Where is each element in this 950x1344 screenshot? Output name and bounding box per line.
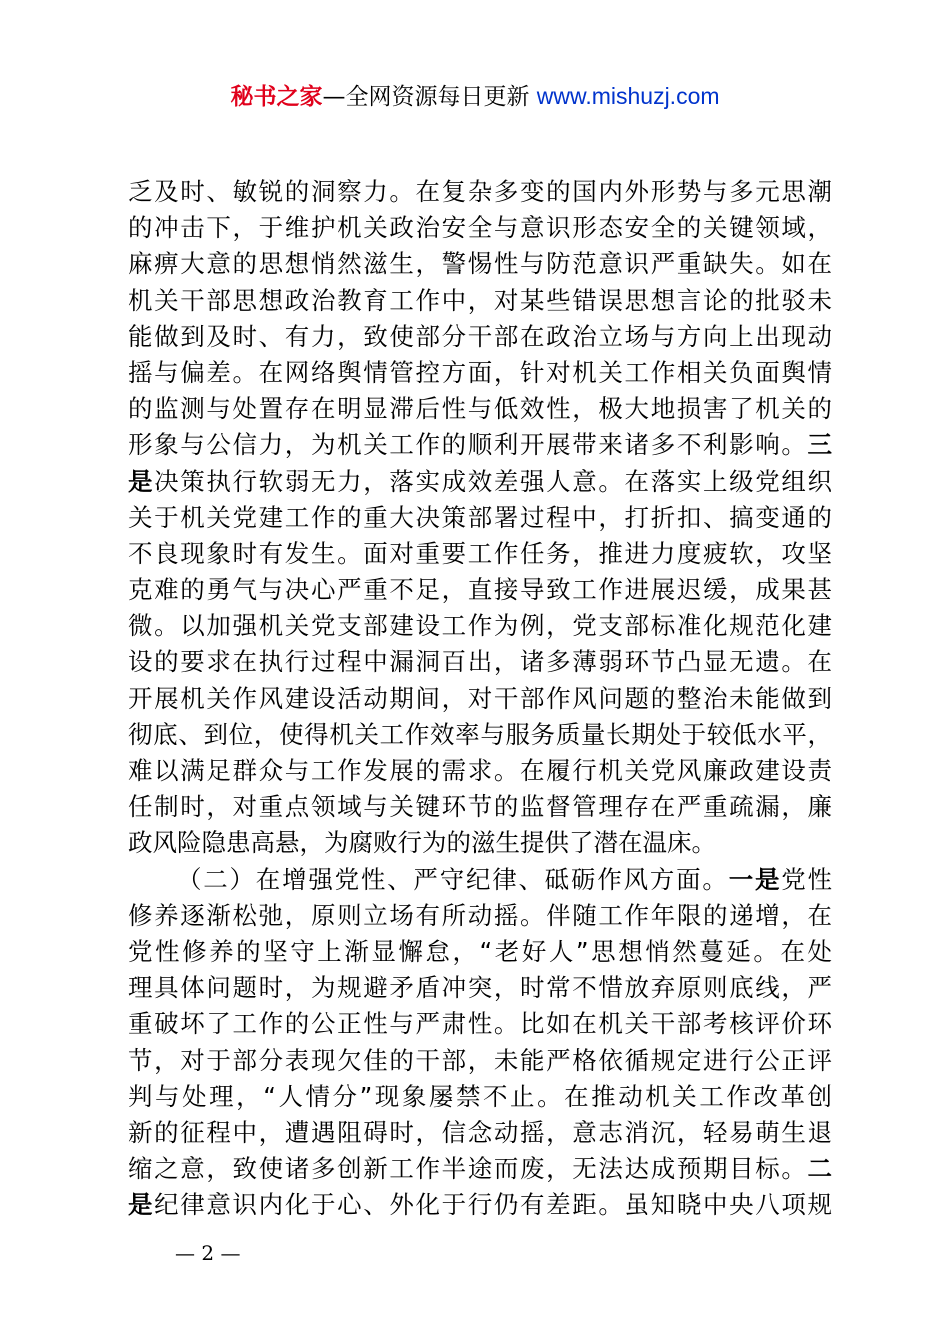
text-line — [128, 536, 832, 572]
text-segment: 机关干部思想政治教育工作中，对某些错误思想言论的批驳未 — [128, 285, 832, 315]
header-brand: 秘书之家 — [230, 84, 323, 110]
text-segment: 关于机关党建工作的重大决策部署过程中，打折扣、搞变通的 — [128, 502, 832, 532]
text-segment: 政风险隐患高悬，为腐败行为的滋生提供了潜在温床。 — [128, 828, 716, 858]
text-line — [128, 427, 832, 463]
header-url[interactable]: www.mishuzj.com — [536, 83, 720, 109]
text-segment: 的冲击下，于维护机关政治安全与意识形态安全的关键领域， — [128, 213, 832, 243]
bold-text-segment: 二 — [807, 1154, 832, 1184]
text-segment: 节，对于部分表现欠佳的干部，未能严格依循规定进行公正评 — [128, 1045, 832, 1075]
text-line — [128, 174, 832, 210]
text-line — [128, 934, 832, 970]
document-body — [128, 174, 832, 1223]
text-line — [128, 1006, 832, 1042]
text-segment: 开展机关作风建设活动期间，对干部作风问题的整治未能做到 — [128, 683, 832, 713]
text-line — [128, 1079, 832, 1115]
text-segment: 党性 — [781, 864, 833, 894]
text-segment: 形象与公信力，为机关工作的顺利开展带来诸多不利影响。 — [128, 430, 808, 460]
text-segment: 微。以加强机关党支部建设工作为例，党支部标准化规范化建 — [128, 611, 832, 641]
text-line — [128, 644, 832, 680]
text-segment: 的监测与处置存在明显滞后性与低效性，极大地损害了机关的 — [128, 394, 832, 424]
bold-text-segment: 是 — [128, 466, 155, 496]
text-segment: 理具体问题时，为规避矛盾冲突，时常不惜放弃原则底线，严 — [128, 973, 832, 1003]
text-line — [128, 970, 832, 1006]
text-segment: 能做到及时、有力，致使部分干部在政治立场与方向上出现动 — [128, 321, 832, 351]
text-segment: 麻痹大意的思想悄然滋生，警惕性与防范意识严重缺失。如在 — [128, 249, 832, 279]
bold-text-segment: 一是 — [728, 864, 782, 894]
text-segment: 纪律意识内化于心、外化于行仍有差距。虽知晓中央八项规 — [154, 1190, 833, 1220]
text-segment: 缩之意，致使诸多创新工作半途而废，无法达成预期目标。 — [128, 1154, 808, 1184]
text-segment: 决策执行软弱无力，落实成效差强人意。在落实上级党组织 — [154, 466, 833, 496]
text-line — [128, 825, 832, 861]
text-line — [128, 789, 832, 825]
text-segment: 任制时，对重点领域与关键环节的监督管理存在严重疏漏，廉 — [128, 792, 832, 822]
text-line — [128, 608, 832, 644]
text-line — [128, 681, 832, 717]
text-line — [128, 283, 832, 319]
text-line — [128, 1187, 832, 1223]
text-segment: （二）在增强党性、严守纪律、砥砺作风方面。 — [177, 864, 729, 894]
text-line — [128, 862, 832, 898]
text-segment: 判与处理，“人情分”现象屡禁不止。在推动机关工作改革创 — [128, 1081, 832, 1111]
text-line — [128, 210, 832, 246]
text-line — [128, 246, 832, 282]
text-segment: 重破坏了工作的公正性与严肃性。比如在机关干部考核评价环 — [128, 1009, 832, 1039]
text-line — [128, 355, 832, 391]
text-segment: 修养逐渐松弛，原则立场有所动摇。伴随工作年限的递增，在 — [128, 900, 832, 930]
text-line — [128, 500, 832, 536]
text-line — [128, 391, 832, 427]
text-line — [128, 464, 832, 500]
text-line — [128, 1115, 832, 1151]
text-line — [128, 572, 832, 608]
text-line — [128, 1151, 832, 1187]
text-segment: 克难的勇气与决心严重不足，直接导致工作进展迟缓，成果甚 — [128, 575, 832, 605]
document-header — [0, 80, 950, 113]
text-segment: 设的要求在执行过程中漏洞百出，诸多薄弱环节凸显无遗。在 — [128, 647, 832, 677]
bold-text-segment: 是 — [128, 1190, 155, 1220]
text-segment: 党性修养的坚守上渐显懈怠，“老好人”思想悄然蔓延。在处 — [128, 936, 832, 966]
text-line — [128, 898, 832, 934]
text-segment: 彻底、到位，使得机关工作效率与服务质量长期处于较低水平， — [128, 719, 832, 749]
text-segment: 摇与偏差。在网络舆情管控方面，针对机关工作相关负面舆情 — [128, 357, 832, 387]
text-line — [128, 753, 832, 789]
page-number: — 2 — — [175, 1241, 241, 1265]
text-segment: 不良现象时有发生。面对重要工作任务，推进力度疲软，攻坚 — [128, 538, 832, 568]
text-line — [128, 1043, 832, 1079]
bold-text-segment: 三 — [807, 430, 832, 460]
text-segment: 难以满足群众与工作发展的需求。在履行机关党风廉政建设责 — [128, 756, 832, 785]
text-line — [128, 717, 832, 753]
text-segment: 新的征程中，遭遇阻碍时，信念动摇，意志消沉，轻易萌生退 — [128, 1117, 832, 1147]
header-slogan: —全网资源每日更新 — [322, 84, 530, 110]
text-segment: 乏及时、敏锐的洞察力。在复杂多变的国内外形势与多元思潮 — [128, 177, 832, 206]
text-line — [128, 319, 832, 355]
